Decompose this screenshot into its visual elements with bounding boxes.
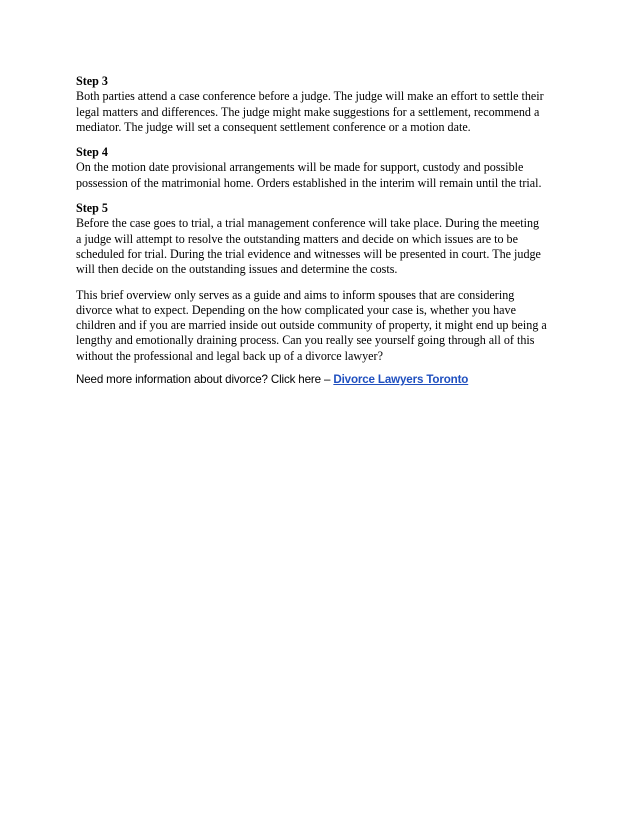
overview-line-1: This brief overview only serves as a guide and aims to inform spouses that are considering bbox=[76, 287, 515, 302]
overview-line-5: without the professional and legal back up of a divorce lawyer? bbox=[76, 348, 383, 363]
step-4-line-2: possession of the matrimonial home. Orders established in the interim will remain until the trial. bbox=[76, 175, 542, 190]
step-5-line-4: will then decide on the outstanding issues and determine the costs. bbox=[76, 262, 398, 277]
step-3-line-2: legal matters and differences. The judge might make suggestions for a settlement, recommend a bbox=[76, 104, 540, 119]
step-5-heading: Step 5 bbox=[76, 201, 108, 216]
divorce-lawyers-toronto-link[interactable]: Divorce Lawyers Toronto bbox=[333, 373, 469, 387]
step-3-heading: Step 3 bbox=[76, 74, 108, 88]
more-info-line bbox=[76, 372, 572, 387]
step-4-section bbox=[76, 145, 572, 191]
step-3-line-1: Both parties attend a case conference before a judge. The judge will make an effort to settle their bbox=[76, 89, 544, 104]
overview-line-4: lengthy and emotionally draining process. Can you really see yourself going through all of this bbox=[76, 333, 535, 348]
overview-line-3: children and if you are married inside out outside community of property, it might end up being a bbox=[76, 318, 547, 333]
step-5-line-3: scheduled for trial. During the trial evidence and witnesses will be presented in court. The judge bbox=[76, 246, 541, 261]
step-5-section bbox=[76, 201, 572, 277]
step-3-line-3: mediator. The judge will set a consequent settlement conference or a motion date. bbox=[76, 119, 471, 134]
step-5-line-2: a judge will attempt to resolve the outstanding matters and decide on which issues are to be bbox=[76, 231, 518, 246]
overview-paragraph bbox=[76, 288, 572, 364]
document-body bbox=[76, 74, 572, 387]
more-info-text: Need more information about divorce? Click here – bbox=[76, 373, 334, 387]
step-4-line-1: On the motion date provisional arrangements will be made for support, custody and possible bbox=[76, 160, 524, 175]
overview-line-2: divorce what to expect. Depending on the how complicated your case is, whether you have bbox=[76, 302, 516, 317]
step-4-heading: Step 4 bbox=[76, 145, 108, 160]
step-5-line-1: Before the case goes to trial, a trial management conference will take place. During the meeting bbox=[76, 216, 540, 231]
step-3-section bbox=[76, 74, 572, 135]
